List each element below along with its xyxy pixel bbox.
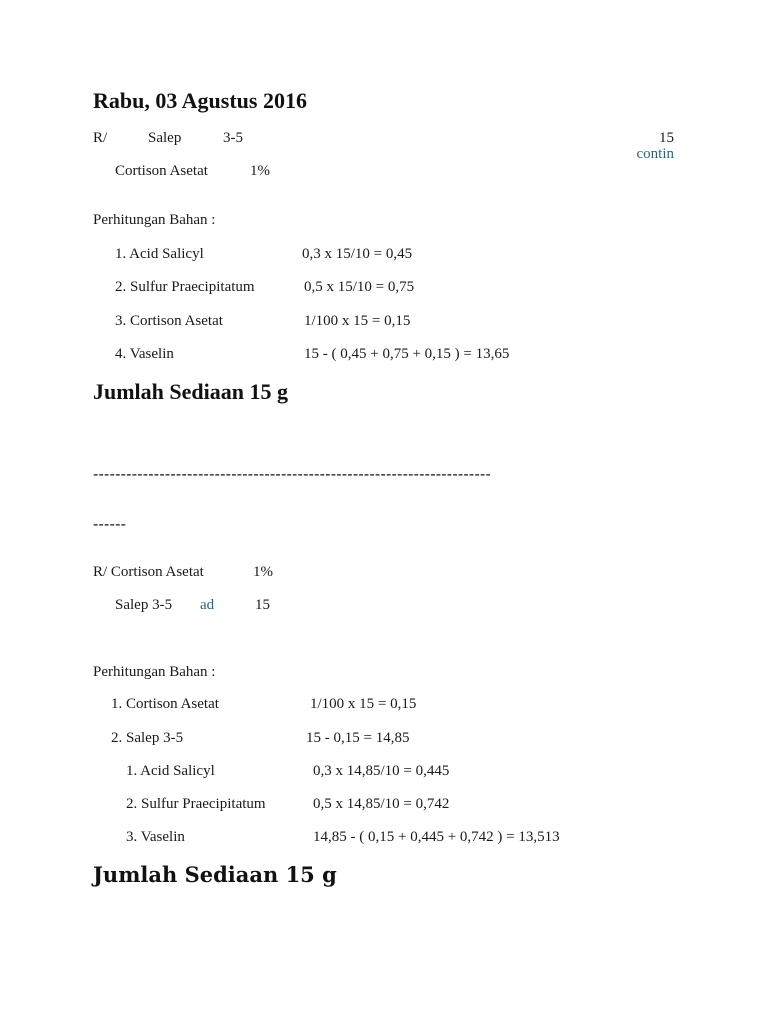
- recipe2-line2-qty: 15: [255, 597, 270, 613]
- calc-row-formula: 1/100 x 15 = 0,15: [304, 313, 411, 329]
- recipe-item-name: Salep: [148, 130, 182, 146]
- calc-row-formula: 0,3 x 15/10 = 0,45: [302, 246, 413, 262]
- calc-label: Perhitungan Bahan :: [93, 664, 216, 680]
- recipe2-line1-qty: 1%: [253, 564, 273, 580]
- calc-row-name: 3. Cortison Asetat: [115, 313, 223, 329]
- ad-link[interactable]: ad: [200, 597, 215, 613]
- sub-row-name: 1. Acid Salicyl: [126, 763, 215, 779]
- calc-row-formula: 0,5 x 15/10 = 0,75: [304, 279, 415, 295]
- recipe2-line2-name: Salep 3-5: [115, 597, 173, 613]
- calc-label: Perhitungan Bahan :: [93, 212, 216, 228]
- sub-row-name: 2. Sulfur Praecipitatum: [126, 796, 266, 812]
- separator-line: ------------------------------------------------------------------------: [93, 466, 492, 483]
- calc-row-name: 2. Sulfur Praecipitatum: [115, 279, 255, 295]
- sub-row-formula: 14,85 - ( 0,15 + 0,445 + 0,742 ) = 13,513: [313, 829, 560, 845]
- sub-row-formula: 0,5 x 14,85/10 = 0,742: [313, 796, 450, 812]
- sub-row-name: 3. Vaselin: [126, 829, 185, 845]
- calc-row-name: 1. Acid Salicyl: [115, 246, 204, 262]
- total-heading: Jumlah Sediaan 15 g: [93, 862, 337, 887]
- continue-link[interactable]: contin: [636, 146, 674, 162]
- recipe-prefix: R/: [93, 130, 108, 146]
- separator-line-continued: ------: [93, 516, 127, 533]
- recipe-item-variant: 3-5: [223, 130, 243, 146]
- calc-row-name: 1. Cortison Asetat: [111, 696, 219, 712]
- sub-row-formula: 0,3 x 14,85/10 = 0,445: [313, 763, 450, 779]
- recipe-item-qty: 15: [659, 130, 674, 146]
- recipe-item2-name: Cortison Asetat: [115, 163, 208, 179]
- recipe2-line1: R/ Cortison Asetat: [93, 564, 204, 580]
- calc-row-name: 4. Vaselin: [115, 346, 174, 362]
- calc-row-formula: 15 - ( 0,45 + 0,75 + 0,15 ) = 13,65: [304, 346, 510, 362]
- recipe-item2-qty: 1%: [250, 163, 270, 179]
- calc-row-name: 2. Salep 3-5: [111, 730, 184, 746]
- calc-row-formula: 1/100 x 15 = 0,15: [310, 696, 417, 712]
- calc-row-formula: 15 - 0,15 = 14,85: [306, 730, 410, 746]
- total-heading: Jumlah Sediaan 15 g: [93, 379, 288, 404]
- date-heading: Rabu, 03 Agustus 2016: [93, 88, 307, 113]
